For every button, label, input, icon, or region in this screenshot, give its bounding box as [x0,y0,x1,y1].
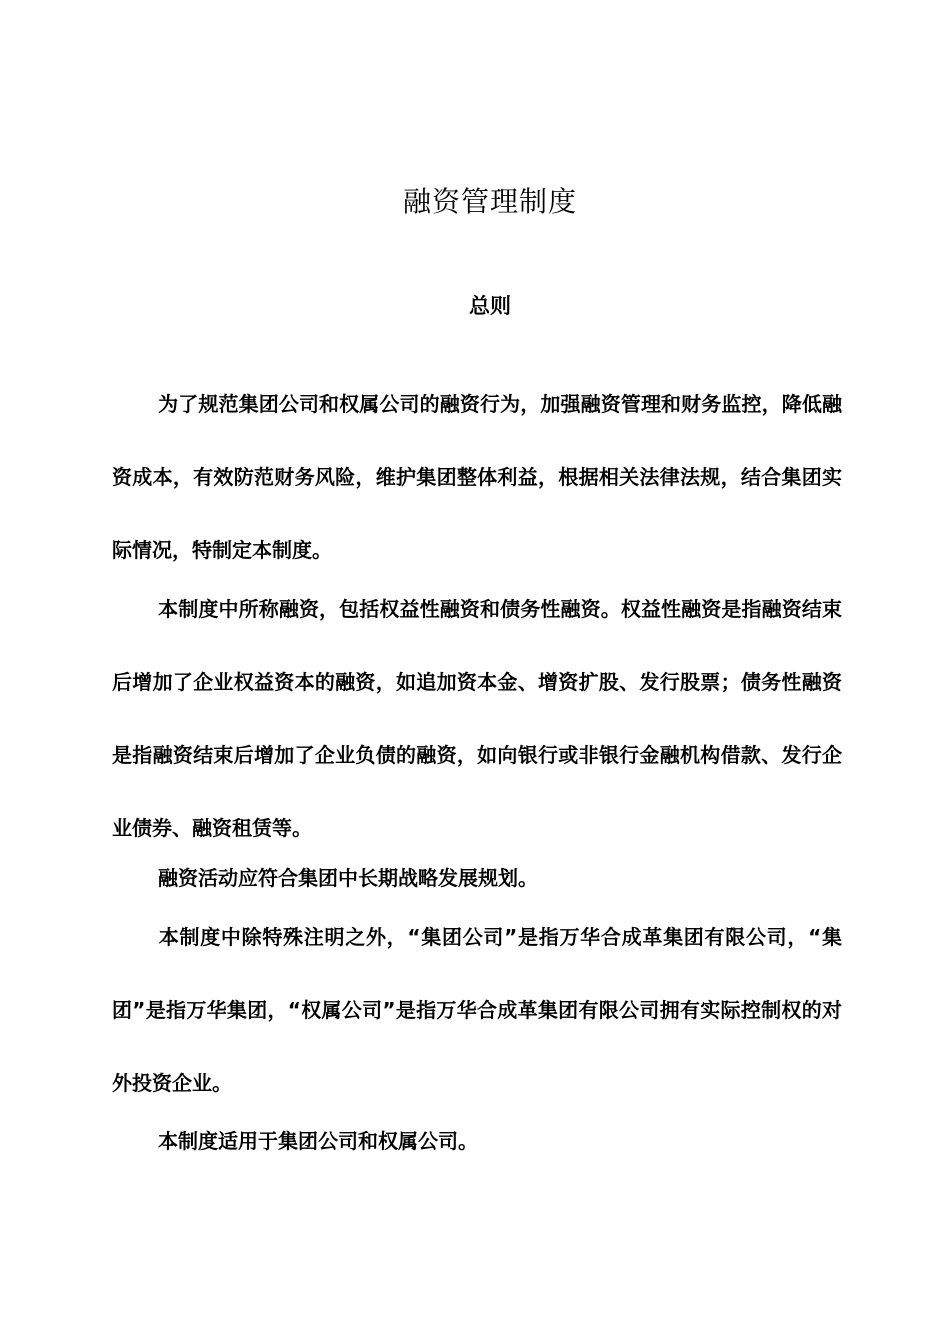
paragraph-scope-text: 本制度适用于集团公司和权属公司。 [158,1129,478,1153]
paragraph-definition-text: 本制度中所称融资，包括权益性融资和债务性融资。权益性融资是指融资结束后增加了企业权益资本的融资，如追加资本金、增资扩股、发行股票；债务性融资是指融资结束后增加了企业负债的融资，如向银行或非银行金融机构借款、发行企业债券、融资租赁等。 [112,597,842,840]
paragraph-terms-text: 本制度中除特殊注明之外，“集团公司”是指万华合成革集团有限公司，“集团”是指万华集团，“权属公司”是指万华合成革集团有限公司拥有实际控制权的对外投资企业。 [112,925,842,1095]
paragraph-purpose [112,368,842,587]
section-heading: 总则 [469,294,511,318]
paragraph-terms [112,901,842,1120]
document-body [112,368,842,1166]
document-title: 融资管理制度 [402,185,577,218]
paragraph-strategy [112,853,842,903]
paragraph-purpose-text: 为了规范集团公司和权属公司的融资行为，加强融资管理和财务监控，降低融资成本，有效防范财务风险，维护集团整体利益，根据相关法律法规，结合集团实际情况，特制定本制度。 [112,392,842,562]
paragraph-definition [112,573,842,865]
paragraph-scope [112,1116,842,1166]
paragraph-strategy-text: 融资活动应符合集团中长期战略发展规划。 [158,866,538,890]
